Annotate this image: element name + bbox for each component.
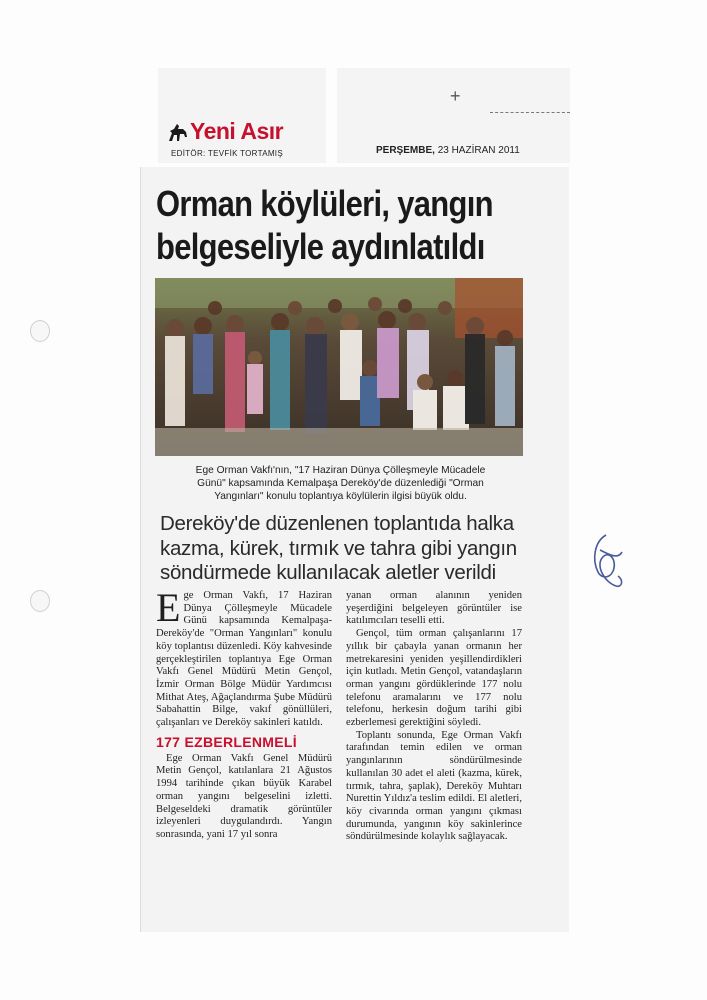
- punch-hole-bottom: [30, 590, 50, 612]
- newspaper-logo: [166, 118, 283, 145]
- weekday: PERŞEMBE,: [376, 145, 435, 156]
- caption-line-1: Ege Orman Vakfı'nın, "17 Haziran Dünya Çölleşmeyle Mücadele: [195, 465, 486, 476]
- subhead-line-1: Dereköy'de düzenlenen toplantıda halka: [160, 512, 514, 535]
- paragraph: Ege Orman Vakfı Genel Müdürü Metin Gençol, katılanlara 21 Ağustos 1994 tarihinde çıkan büyük Karabel orman yangını belgeselini izletti. Belgeseldeki dramatik görüntüler izleyenleri duygulandırdı. Yangın sonrasında, yani 17 yıl sonra: [156, 752, 332, 840]
- caption-line-2: Günü" kapsamında Kemalpaşa Dereköy'de düzenlediği "Orman: [197, 478, 484, 489]
- registration-mark: +: [450, 86, 461, 106]
- article-column-1: [156, 585, 332, 842]
- caption-line-3: Yangınları" konulu toplantıya köylülerin ilgisi büyük oldu.: [214, 491, 467, 502]
- paragraph: yanan orman alanının yeniden yeşerdiğini belgeleyen görüntüler ise katılımcıları teselli etti.: [346, 590, 522, 627]
- paragraph-text: ge Orman Vakfı, 17 Haziran Dünya Çölleşmeyle Mücadele Günü kapsamında Kemalpaşa-Dereköy'de "Orman Yangınları" konulu köy toplantısı düzenledi. Köy kahvesinde gerçekleştirilen toplantıya Ege Orman Vakfı Genel Müdürü Metin Gençol, İzmir Orman Bölge Müdür Yardımcısı Mithat Ateş, Ağaçlandırma Şube Müdürü Sabahattin Bilge, vakıf gönüllüleri, çalışanları ve Dereköy sakinleri katıldı.: [156, 590, 332, 729]
- headline-line-1: Orman köylüleri, yangın: [156, 183, 493, 224]
- date-text: 23 HAZİRAN 2011: [437, 145, 520, 156]
- paragraph: [156, 585, 332, 730]
- article-column-2: [346, 590, 522, 844]
- paragraph: Toplantı sonunda, Ege Orman Vakfı tarafından temin edilen ve orman yangınlarının söndürülmesinde kullanılan 30 adet el aleti (kazma, kürek, tırmık, tahra, şaplak), Dereköy Muhtarı Nurettin Yıldız'a teslim edildi. El aletleri, köy civarında orman yangını çıkması durumunda, yangının köy sakinlerince söndürülmesinde kolaylık sağlayacak.: [346, 729, 522, 843]
- editor-line: EDİTÖR: TEVFİK TORTAMIŞ: [171, 149, 283, 158]
- subheadline: [160, 512, 520, 586]
- handwritten-signature: [588, 530, 628, 600]
- horse-rider-icon: [166, 121, 190, 143]
- subhead-line-2: kazma, kürek, tırmık ve tahra gibi yangın: [160, 536, 517, 560]
- photo-image: [155, 278, 523, 456]
- headline-line-2: belgeseliyle aydınlatıldı: [156, 226, 485, 267]
- publication-date: [376, 145, 520, 156]
- group-photo: [155, 278, 523, 456]
- cut-line: [490, 112, 570, 113]
- headline: [156, 182, 500, 268]
- subhead-line-3: söndürmede kullanılacak aletler verildi: [160, 561, 496, 584]
- drop-cap: E: [156, 585, 181, 630]
- logo-text: Yeni Asır: [190, 118, 284, 144]
- paragraph: Gençol, tüm orman çalışanlarını 17 yıllık bir çabayla yanan ormanın her metrekaresini yeniden yeşillendirdikleri için kutladı. Metin Gençol, vatandaşların orman yangını gördüklerinde 177 nolu telefonu aramalarını ve 177 nolu telefonu, herkesin doğum tarihi gibi ezberlemesi gerektiğini söyledi.: [346, 628, 522, 729]
- punch-hole-top: [30, 320, 50, 342]
- photo-caption: [168, 464, 513, 503]
- section-subtitle: 177 EZBERLENMELİ: [156, 733, 297, 750]
